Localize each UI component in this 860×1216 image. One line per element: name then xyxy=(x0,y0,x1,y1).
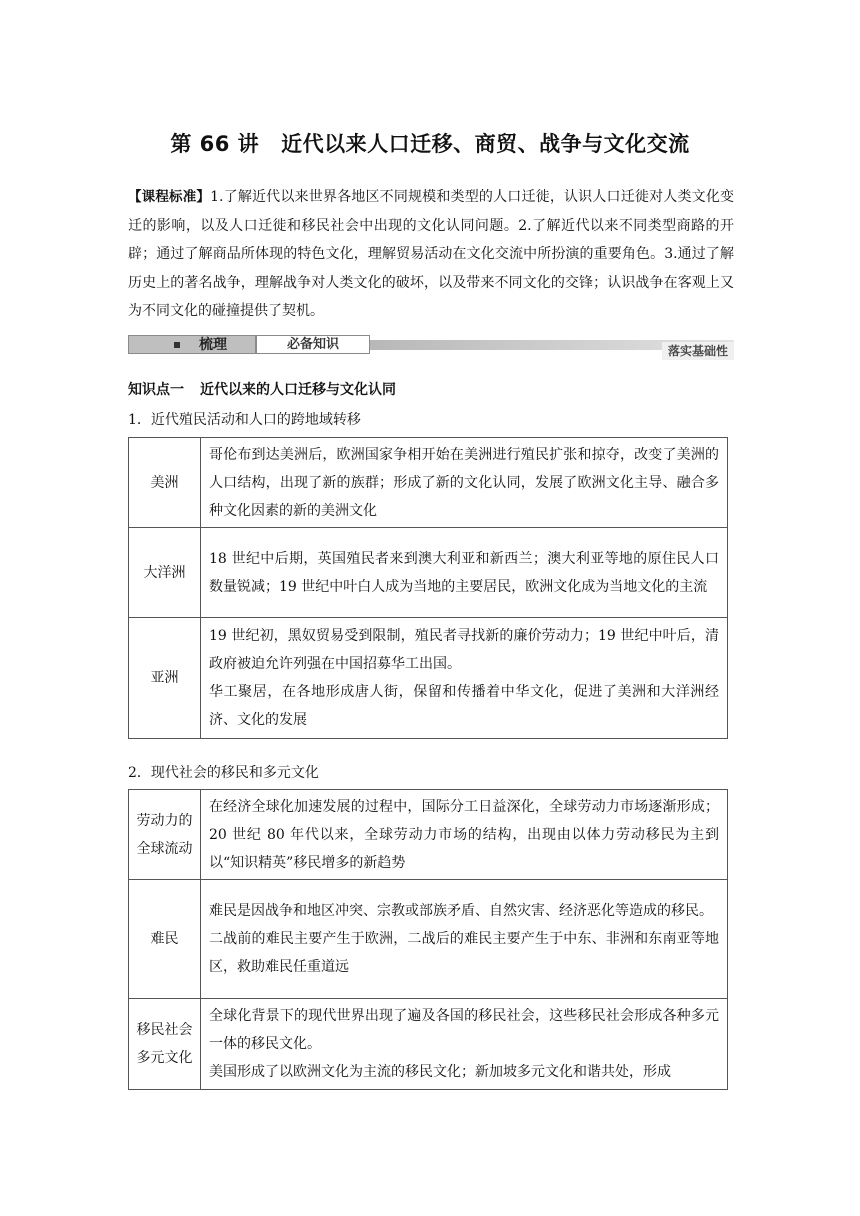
knowledge-point-title: 近代以来的人口迁移与文化认同 xyxy=(200,382,396,398)
part1-heading: 1．近代殖民活动和人口的跨地域转移 xyxy=(128,412,361,428)
page-title xyxy=(0,128,860,158)
table-colonial-migration xyxy=(128,437,728,739)
row-content: 难民是因战争和地区冲突、宗教或部族矛盾、自然灾害、经济恶化等造成的移民。 二战前的难民主要产生于欧洲，二战后的难民主要产生于中东、非洲和东南亚等地区，救助难民任重道远 xyxy=(201,880,728,999)
row-content: 哥伦布到达美洲后，欧洲国家争相开始在美洲进行殖民扩张和掠夺，改变了美洲的人口结构，出现了新的族群；形成了新的文化认同，发展了欧洲文化主导、融合多种文化因素的新的美洲文化 xyxy=(201,438,728,528)
course-standard xyxy=(128,183,734,326)
table-modern-migration xyxy=(128,789,728,1090)
table-row xyxy=(129,528,728,618)
row-header: 美洲 xyxy=(129,438,201,528)
row-header: 劳动力的 全球流动 xyxy=(129,790,201,880)
knowledge-point-heading xyxy=(128,379,396,399)
section-subtab-label: 必备知识 xyxy=(286,337,339,352)
table-row xyxy=(129,790,728,880)
lecture-number: 第 66 讲 xyxy=(170,132,260,156)
row-content: 全球化背景下的现代世界出现了遍及各国的移民社会，这些移民社会形成各种多元一体的移民文化。 美国形成了以欧洲文化为主流的移民文化；新加坡多元文化和谐共处，形成 xyxy=(201,999,728,1090)
knowledge-point-label: 知识点一 xyxy=(128,382,184,398)
row-content: 18 世纪中后期，英国殖民者来到澳大利亚和新西兰；澳大利亚等地的原住民人口数量锐减；19 世纪中叶白人成为当地的主要居民，欧洲文化成为当地文化的主流 xyxy=(201,528,728,618)
section-subtab xyxy=(256,335,370,354)
row-content: 在经济全球化加速发展的过程中，国际分工日益深化，全球劳动力市场逐渐形成；20 世纪 80 年代以来，全球劳动力市场的结构，出现由以体力劳动移民为主到以“知识精英”移民增多的新趋势 xyxy=(201,790,728,880)
row-header: 难民 xyxy=(129,880,201,999)
part2-heading: 2．现代社会的移民和多元文化 xyxy=(128,765,319,781)
row-header: 移民社会 多元文化 xyxy=(129,999,201,1090)
row-header: 亚洲 xyxy=(129,618,201,739)
section-bar xyxy=(128,335,734,359)
table-row xyxy=(129,618,728,739)
table-row xyxy=(129,999,728,1090)
table-row xyxy=(129,880,728,999)
course-standard-text: 1.了解近代以来世界各地区不同规模和类型的人口迁徙，认识人口迁徙对人类文化变迁的影响，以及人口迁徙和移民社会中出现的文化认同问题。2.了解近代以来不同类型商路的开辟；通过了解商品所体现的特色文化，理解贸易活动在文化交流中所扮演的重要角色。3.通过了解历史上的著名战争，理解战争对人类文化的破坏，以及带来不同文化的交锋；认识战争在客观上又为不同文化的碰撞提供了契机。 xyxy=(128,189,734,319)
table-row xyxy=(129,438,728,528)
row-content: 19 世纪初，黑奴贸易受到限制，殖民者寻找新的廉价劳动力；19 世纪中叶后，清政府被迫允许列强在中国招募华工出国。 华工聚居，在各地形成唐人街，保留和传播着中华文化，促进了美洲和大洋洲经济、文化的发展 xyxy=(201,618,728,739)
square-bullet-icon xyxy=(174,342,180,348)
section-bar-right-label: 落实基础性 xyxy=(662,342,734,360)
row-header: 大洋洲 xyxy=(129,528,201,618)
lecture-topic: 近代以来人口迁移、商贸、战争与文化交流 xyxy=(281,132,690,156)
course-standard-label: 【课程标准】 xyxy=(128,189,211,205)
section-tab-label: 梳理 xyxy=(199,337,227,353)
section-tab xyxy=(128,335,256,354)
